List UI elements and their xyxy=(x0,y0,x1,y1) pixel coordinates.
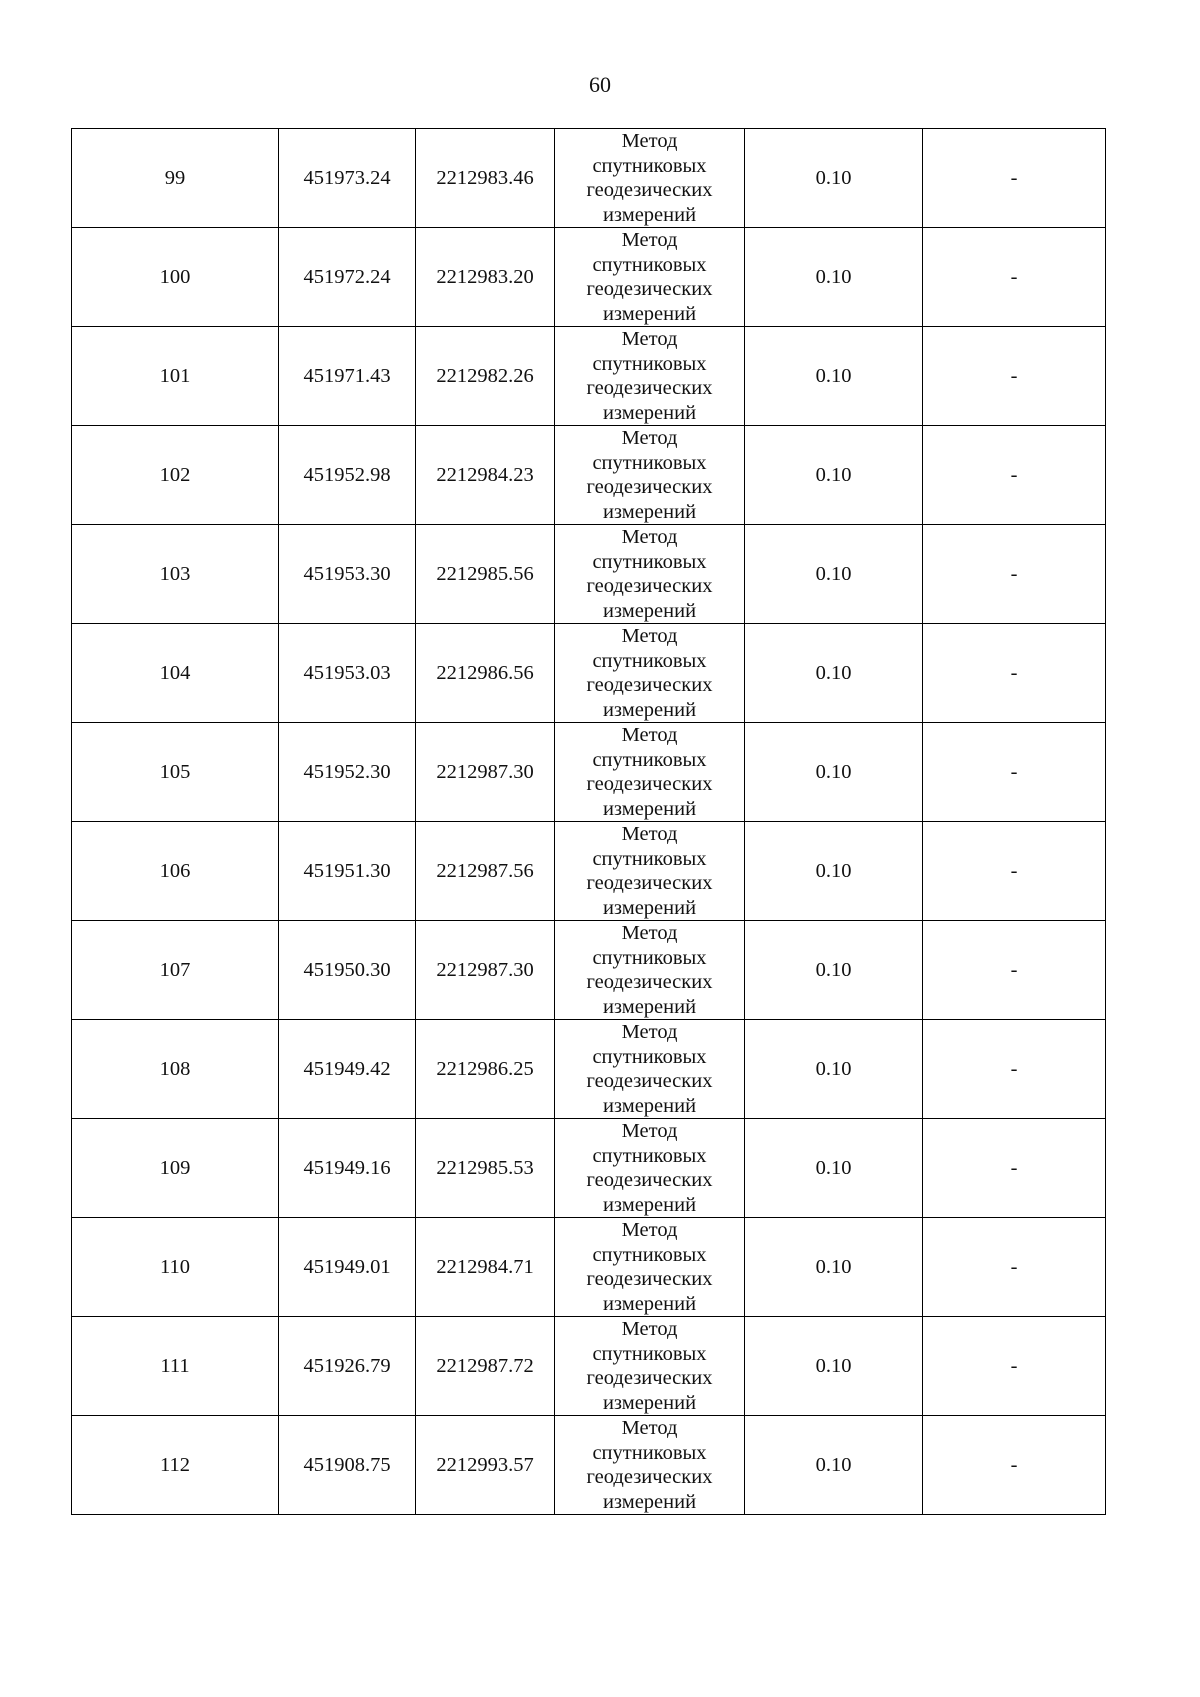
method-text-line: измерений xyxy=(602,401,697,424)
y-coordinate-cell: 2212984.23 xyxy=(416,426,555,525)
method-text-line: спутниковых xyxy=(592,1243,707,1266)
method-text-line: геодезических xyxy=(586,575,713,597)
method-text-line: геодезических xyxy=(586,1169,713,1191)
table-row xyxy=(72,426,1106,525)
point-number-cell: 110 xyxy=(72,1218,279,1317)
x-coordinate-cell: 451973.24 xyxy=(279,129,416,228)
point-number-cell: 106 xyxy=(72,822,279,921)
method-cell xyxy=(555,1119,745,1218)
method-text-line: Метод xyxy=(621,526,678,548)
method-cell xyxy=(555,1020,745,1119)
y-coordinate-cell: 2212983.20 xyxy=(416,228,555,327)
method-cell xyxy=(555,228,745,327)
method-text-line: измерений xyxy=(602,500,697,523)
method-cell xyxy=(555,1218,745,1317)
method-text-line: спутниковых xyxy=(592,649,707,672)
accuracy-cell: 0.10 xyxy=(745,525,923,624)
point-number-cell: 102 xyxy=(72,426,279,525)
table-row xyxy=(72,129,1106,228)
method-text-line: спутниковых xyxy=(592,1441,707,1464)
coordinates-table xyxy=(71,128,1106,1515)
method-text-line: Метод xyxy=(621,1021,678,1043)
method-text-line: измерений xyxy=(602,1391,697,1414)
method-text-line: спутниковых xyxy=(592,352,707,375)
y-coordinate-cell: 2212982.26 xyxy=(416,327,555,426)
method-text-line: Метод xyxy=(621,1219,678,1241)
x-coordinate-cell: 451952.30 xyxy=(279,723,416,822)
accuracy-cell: 0.10 xyxy=(745,228,923,327)
y-coordinate-cell: 2212986.56 xyxy=(416,624,555,723)
method-text-line: спутниковых xyxy=(592,550,707,573)
method-cell xyxy=(555,921,745,1020)
method-text-line: геодезических xyxy=(586,377,713,399)
method-text-line: измерений xyxy=(602,698,697,721)
method-text-line: геодезических xyxy=(586,674,713,696)
table-row xyxy=(72,723,1106,822)
note-cell: - xyxy=(923,1119,1106,1218)
method-text-line: измерений xyxy=(602,797,697,820)
point-number-cell: 101 xyxy=(72,327,279,426)
method-text-line: спутниковых xyxy=(592,451,707,474)
method-cell xyxy=(555,1317,745,1416)
method-text-line: спутниковых xyxy=(592,253,707,276)
note-cell: - xyxy=(923,1317,1106,1416)
x-coordinate-cell: 451949.16 xyxy=(279,1119,416,1218)
method-text-line: спутниковых xyxy=(592,748,707,771)
accuracy-cell: 0.10 xyxy=(745,129,923,228)
table-row xyxy=(72,327,1106,426)
method-text-line: Метод xyxy=(621,1417,678,1439)
method-text-line: измерений xyxy=(602,1292,697,1315)
note-cell: - xyxy=(923,228,1106,327)
method-text-line: измерений xyxy=(602,1193,697,1216)
method-cell xyxy=(555,822,745,921)
point-number-cell: 105 xyxy=(72,723,279,822)
note-cell: - xyxy=(923,1218,1106,1317)
method-text-line: Метод xyxy=(621,1120,678,1142)
point-number-cell: 109 xyxy=(72,1119,279,1218)
x-coordinate-cell: 451908.75 xyxy=(279,1416,416,1515)
accuracy-cell: 0.10 xyxy=(745,1020,923,1119)
method-text-line: Метод xyxy=(621,625,678,647)
method-text-line: геодезических xyxy=(586,773,713,795)
accuracy-cell: 0.10 xyxy=(745,1317,923,1416)
table-row xyxy=(72,822,1106,921)
x-coordinate-cell: 451953.03 xyxy=(279,624,416,723)
note-cell: - xyxy=(923,723,1106,822)
note-cell: - xyxy=(923,525,1106,624)
x-coordinate-cell: 451953.30 xyxy=(279,525,416,624)
note-cell: - xyxy=(923,1416,1106,1515)
accuracy-cell: 0.10 xyxy=(745,723,923,822)
method-text-line: спутниковых xyxy=(592,1045,707,1068)
method-text-line: измерений xyxy=(602,302,697,325)
table-row xyxy=(72,1119,1106,1218)
method-text-line: геодезических xyxy=(586,179,713,201)
x-coordinate-cell: 451972.24 xyxy=(279,228,416,327)
method-cell xyxy=(555,525,745,624)
method-text-line: Метод xyxy=(621,229,678,251)
y-coordinate-cell: 2212985.53 xyxy=(416,1119,555,1218)
y-coordinate-cell: 2212987.30 xyxy=(416,921,555,1020)
table-row xyxy=(72,1218,1106,1317)
accuracy-cell: 0.10 xyxy=(745,1416,923,1515)
accuracy-cell: 0.10 xyxy=(745,822,923,921)
point-number-cell: 104 xyxy=(72,624,279,723)
method-text-line: Метод xyxy=(621,130,678,152)
table-row xyxy=(72,1317,1106,1416)
x-coordinate-cell: 451951.30 xyxy=(279,822,416,921)
method-text-line: спутниковых xyxy=(592,847,707,870)
accuracy-cell: 0.10 xyxy=(745,1218,923,1317)
y-coordinate-cell: 2212987.56 xyxy=(416,822,555,921)
x-coordinate-cell: 451949.01 xyxy=(279,1218,416,1317)
method-text-line: геодезических xyxy=(586,1466,713,1488)
accuracy-cell: 0.10 xyxy=(745,921,923,1020)
method-cell xyxy=(555,129,745,228)
x-coordinate-cell: 451952.98 xyxy=(279,426,416,525)
method-text-line: Метод xyxy=(621,1318,678,1340)
method-text-line: Метод xyxy=(621,328,678,350)
method-text-line: геодезических xyxy=(586,278,713,300)
y-coordinate-cell: 2212984.71 xyxy=(416,1218,555,1317)
table-body xyxy=(72,129,1106,1515)
y-coordinate-cell: 2212987.72 xyxy=(416,1317,555,1416)
accuracy-cell: 0.10 xyxy=(745,426,923,525)
method-text-line: геодезических xyxy=(586,1367,713,1389)
page-number: 60 xyxy=(589,72,611,97)
x-coordinate-cell: 451971.43 xyxy=(279,327,416,426)
table-row xyxy=(72,921,1106,1020)
x-coordinate-cell: 451949.42 xyxy=(279,1020,416,1119)
accuracy-cell: 0.10 xyxy=(745,624,923,723)
method-text-line: Метод xyxy=(621,922,678,944)
point-number-cell: 111 xyxy=(72,1317,279,1416)
table-row xyxy=(72,525,1106,624)
note-cell: - xyxy=(923,921,1106,1020)
table-row xyxy=(72,1020,1106,1119)
method-text-line: измерений xyxy=(602,203,697,226)
point-number-cell: 107 xyxy=(72,921,279,1020)
y-coordinate-cell: 2212985.56 xyxy=(416,525,555,624)
method-text-line: спутниковых xyxy=(592,154,707,177)
note-cell: - xyxy=(923,327,1106,426)
method-text-line: геодезических xyxy=(586,971,713,993)
y-coordinate-cell: 2212993.57 xyxy=(416,1416,555,1515)
method-text-line: геодезических xyxy=(586,872,713,894)
note-cell: - xyxy=(923,129,1106,228)
method-text-line: Метод xyxy=(621,427,678,449)
table-row xyxy=(72,1416,1106,1515)
table-row xyxy=(72,228,1106,327)
method-text-line: геодезических xyxy=(586,476,713,498)
method-text-line: геодезических xyxy=(586,1070,713,1092)
point-number-cell: 99 xyxy=(72,129,279,228)
method-text-line: измерений xyxy=(602,1490,697,1513)
point-number-cell: 108 xyxy=(72,1020,279,1119)
method-text-line: Метод xyxy=(621,724,678,746)
y-coordinate-cell: 2212983.46 xyxy=(416,129,555,228)
accuracy-cell: 0.10 xyxy=(745,1119,923,1218)
method-text-line: Метод xyxy=(621,823,678,845)
note-cell: - xyxy=(923,822,1106,921)
method-text-line: измерений xyxy=(602,995,697,1018)
point-number-cell: 112 xyxy=(72,1416,279,1515)
method-cell xyxy=(555,624,745,723)
note-cell: - xyxy=(923,1020,1106,1119)
method-text-line: спутниковых xyxy=(592,1144,707,1167)
x-coordinate-cell: 451950.30 xyxy=(279,921,416,1020)
point-number-cell: 100 xyxy=(72,228,279,327)
method-text-line: измерений xyxy=(602,599,697,622)
method-cell xyxy=(555,426,745,525)
table-row xyxy=(72,624,1106,723)
method-cell xyxy=(555,327,745,426)
method-text-line: измерений xyxy=(602,1094,697,1117)
method-cell xyxy=(555,1416,745,1515)
point-number-cell: 103 xyxy=(72,525,279,624)
method-text-line: спутниковых xyxy=(592,1342,707,1365)
accuracy-cell: 0.10 xyxy=(745,327,923,426)
y-coordinate-cell: 2212987.30 xyxy=(416,723,555,822)
method-text-line: спутниковых xyxy=(592,946,707,969)
y-coordinate-cell: 2212986.25 xyxy=(416,1020,555,1119)
x-coordinate-cell: 451926.79 xyxy=(279,1317,416,1416)
note-cell: - xyxy=(923,426,1106,525)
note-cell: - xyxy=(923,624,1106,723)
method-text-line: измерений xyxy=(602,896,697,919)
method-cell xyxy=(555,723,745,822)
method-text-line: геодезических xyxy=(586,1268,713,1290)
